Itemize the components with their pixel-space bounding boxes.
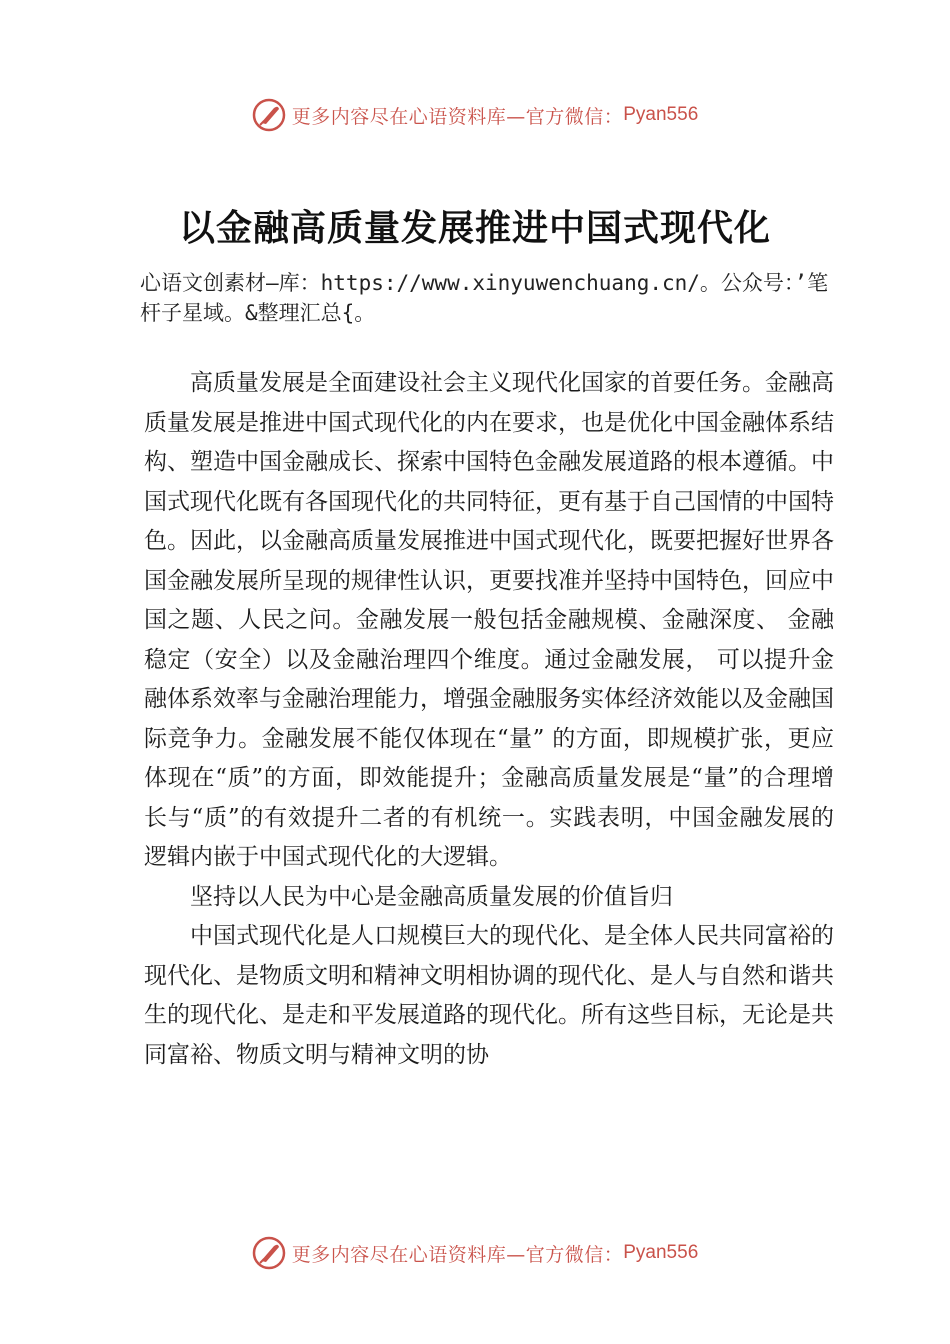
quill-pen-logo-icon — [252, 1236, 286, 1270]
quill-pen-logo-icon — [252, 98, 286, 132]
section-subheading: 坚持以人民为中心是金融高质量发展的价值旨归 — [190, 883, 673, 910]
banner-text: 更多内容尽在心语资料库—官方微信： — [291, 1243, 624, 1266]
document-title: 以金融高质量发展推进中国式现代化 — [178, 207, 771, 249]
header-banner — [0, 95, 950, 135]
footer-banner — [0, 1233, 950, 1273]
wechat-id: Pyan556 — [623, 1242, 699, 1263]
wechat-id: Pyan556 — [623, 104, 699, 125]
banner-text: 更多内容尽在心语资料库—官方微信： — [291, 105, 624, 128]
source-line: 心语文创素材—库：https://www.xinyuwenchuang.cn/。公众号：’笔杆子星域。&整理汇总{。 — [140, 271, 829, 325]
paragraph: 中国式现代化是人口规模巨大的现代化、是全体人民共同富裕的现代化、是物质文明和精神文明相协调的现代化、是人与自然和谐共生的现代化、是走和平发展道路的现代化。所有这些目标，无论是共同富裕、物质文明与精神文明的协 — [144, 923, 834, 1068]
document-body — [144, 364, 834, 1075]
paragraph: 高质量发展是全面建设社会主义现代化国家的首要任务。金融高质量发展是推进中国式现代化的内在要求，也是优化中国金融体系结构、塑造中国金融成长、探索中国特色金融发展道路的根本遵循。中国式现代化既有各国现代化的共同特征，更有基于自己国情的中国特色。因此，以金融高质量发展推进中国式现代化，既要把握好世界各国金融发展所呈现的规律性认识，更要找准并坚持中国特色，回应中国之题、人民之问。金融发展一般包括金融规模、金融深度、 金融稳定（安全）以及金融治理四个维度。通过金融发展， 可以提升金融体系效率与金融治理能力，增强金融服务实体经济效能以及金融国际竞争力。金融发展不能仅体现在“量” 的方面，即规模扩张，更应体现在“质”的方面，即效能提升；金融高质量发展是“量”的合理增长与“质”的有效提升二者的有机统一。实践表明，中国金融发展的逻辑内嵌于中国式现代化的大逻辑。 — [144, 370, 834, 870]
